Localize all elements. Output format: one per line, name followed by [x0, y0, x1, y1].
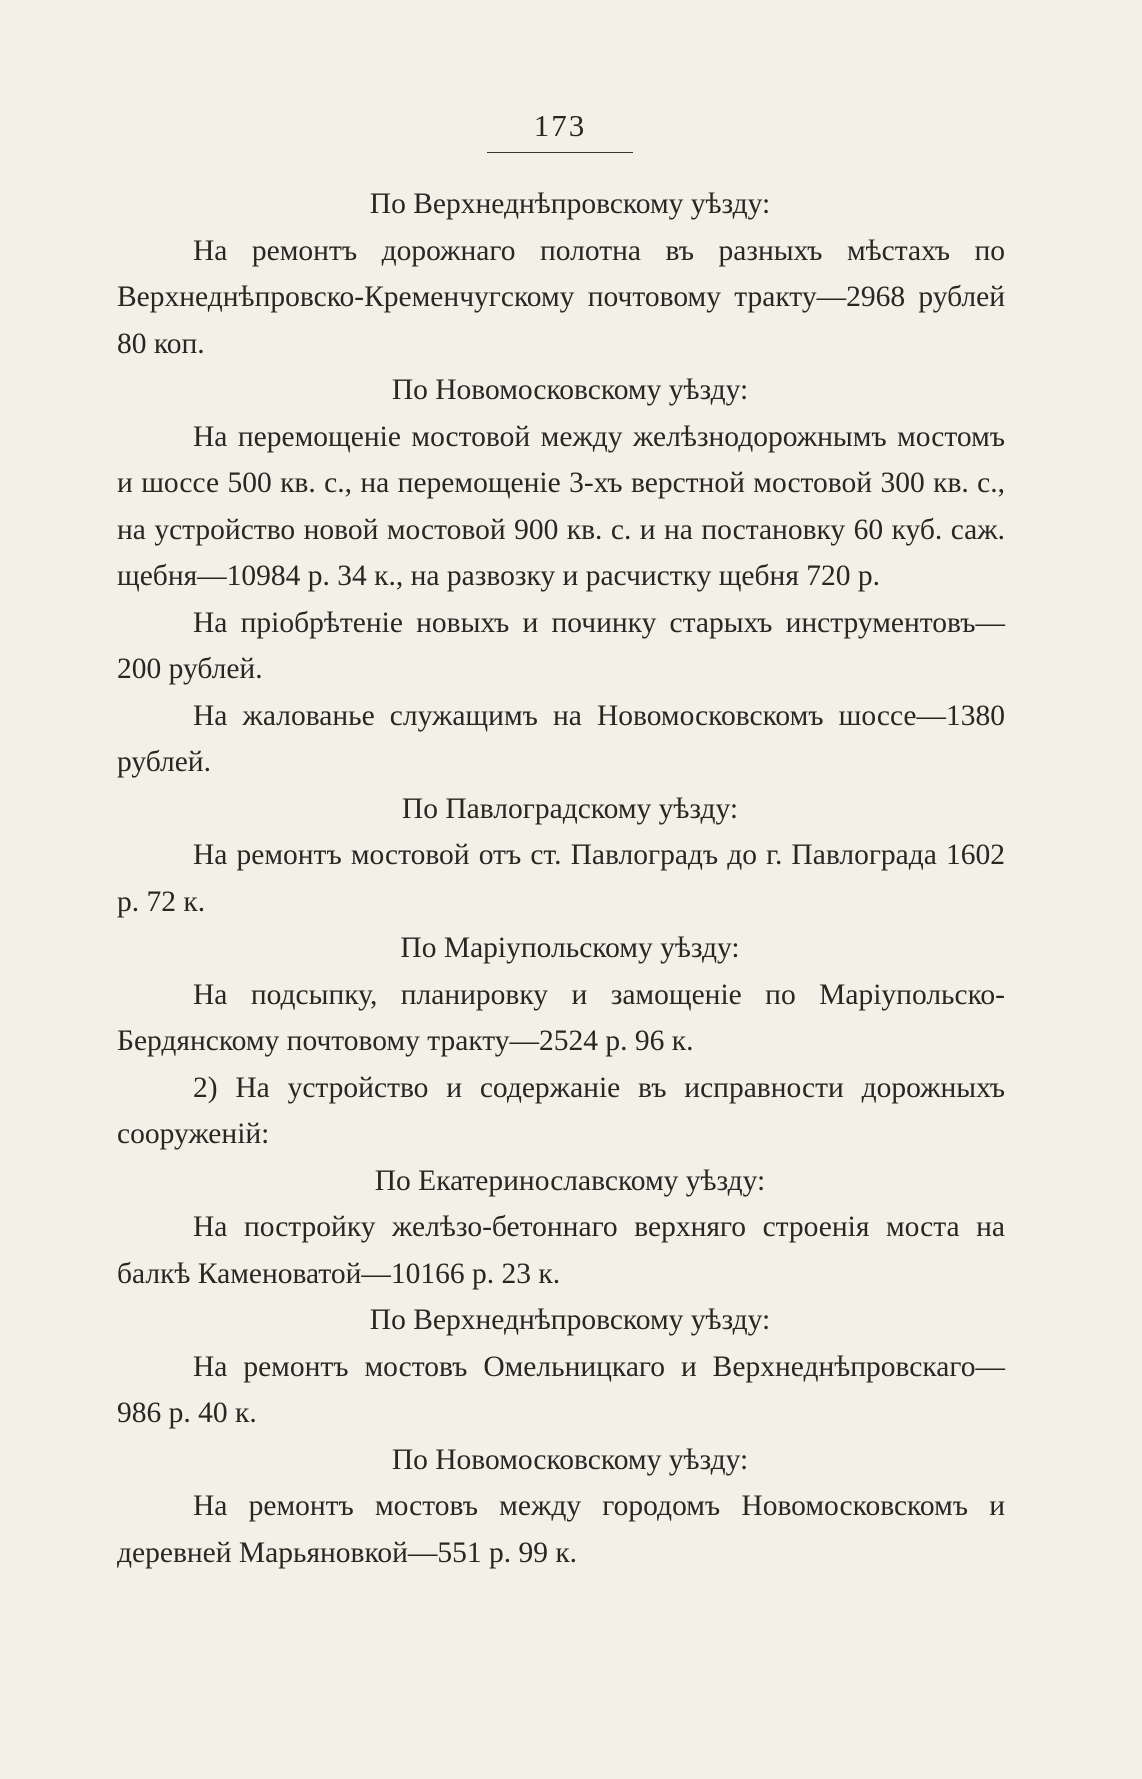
paragraph: На жалованье служащимъ на Новомосковскомъ шоссе—1380 рублей. [117, 699, 1005, 778]
paragraph: На ремонтъ мостовъ Омельницкаго и Верхнеднѣпровскаго—986 р. 40 к. [117, 1350, 1005, 1429]
paragraph: На ремонтъ мостовой отъ ст. Павлоградъ до г. Павлограда 1602 р. 72 к. [117, 839, 1005, 918]
section-heading: По Екатеринославскому уѣзду: [374, 1164, 766, 1197]
paragraph: 2) На устройство и содержаніе въ исправности дорожныхъ сооруженій: [117, 1071, 1005, 1150]
paragraph: На постройку желѣзо-бетоннаго верхняго строенія моста на балкѣ Каменоватой—10166 р. 23 к. [117, 1211, 1005, 1290]
page-number-rule [487, 152, 633, 153]
paragraph: На перемощеніе мостовой между желѣзнодорожнымъ мостомъ и шоссе 500 кв. с., на перемощеніе 3-хъ верстной мостовой 300 кв. с., на устройство новой мостовой 900 кв. с. и на постановку 60 куб. саж. щебня—10984 р. 34 к., на развозку и расчистку щебня 720 р. [117, 420, 1005, 592]
paragraph: На ремонтъ дорожнаго полотна въ разныхъ мѣстахъ по Верхнеднѣпровско-Кременчугскому почтовому тракту—2968 рублей 80 коп. [117, 234, 1005, 360]
paragraph: На подсыпку, планировку и замощеніе по Маріупольско-Бердянскому почтовому тракту—2524 р. 96 к. [117, 978, 1005, 1057]
body-text [117, 181, 1005, 1576]
section-heading: По Новомосковскому уѣзду: [391, 374, 749, 406]
section-heading: По Новомосковскому уѣзду: [391, 1443, 749, 1476]
section-heading: По Павлоградскому уѣзду: [401, 792, 739, 825]
page-number: 173 [533, 108, 587, 143]
paragraph: На пріобрѣтеніе новыхъ и починку старыхъ инструментовъ—200 рублей. [117, 606, 1005, 685]
section-heading: По Верхнеднѣпровскому уѣзду: [369, 188, 771, 220]
section-heading: По Маріупольскому уѣзду: [400, 932, 740, 964]
section-heading: По Верхнеднѣпровскому уѣзду: [369, 1304, 771, 1336]
paragraph: На ремонтъ мостовъ между городомъ Новомосковскомъ и деревней Марьяновкой—551 р. 99 к. [117, 1490, 1005, 1569]
